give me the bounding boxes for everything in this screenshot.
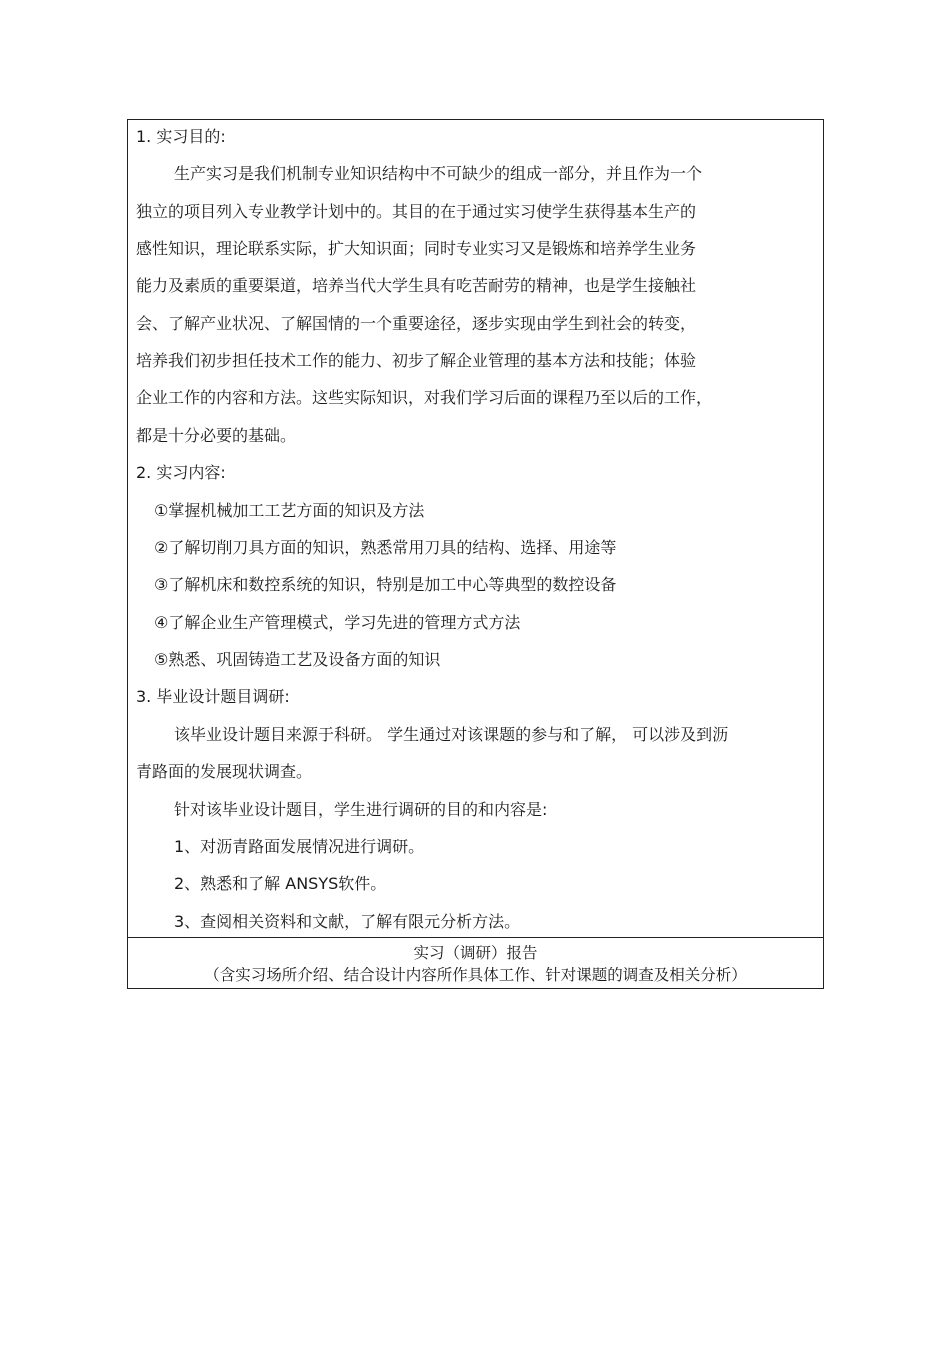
section1-line: 会、了解产业状况、了解国情的一个重要途径，逐步实现由学生到社会的转变， xyxy=(136,314,697,333)
section3-item: 2、熟悉和了解 ANSYS软件。 xyxy=(174,874,387,893)
section2-item: ⑤熟悉、巩固铸造工艺及设备方面的知识 xyxy=(154,650,441,669)
section1-line: 都是十分必要的基础。 xyxy=(136,426,297,445)
section2-item: ③了解机床和数控系统的知识，特别是加工中心等典型的数控设备 xyxy=(154,575,617,594)
section3-heading: 3. 毕业设计题目调研: xyxy=(136,687,290,706)
section3-para: 针对该毕业设计题目，学生进行调研的目的和内容是: xyxy=(174,800,548,819)
content-cell xyxy=(128,120,823,938)
section1-line: 感性知识，理论联系实际，扩大知识面；同时专业实习又是锻炼和培养学生业务 xyxy=(136,239,697,258)
report-title: 实习（调研）报告 xyxy=(413,944,538,962)
section1-line: 企业工作的内容和方法。这些实际知识，对我们学习后面的课程乃至以后的工作， xyxy=(136,388,713,407)
section3-item: 1、对沥青路面发展情况进行调研。 xyxy=(174,837,425,856)
section1-line: 能力及素质的重要渠道，培养当代大学生具有吃苦耐劳的精神，也是学生接触社 xyxy=(136,276,697,295)
section3-para-line: 青路面的发展现状调查。 xyxy=(136,762,313,781)
section3-para-line: 该毕业设计题目来源于科研。 学生通过对该课题的参与和了解， 可以涉及到沥 xyxy=(174,725,729,744)
report-subtitle: （含实习场所介绍、结合设计内容所作具体工作、针对课题的调查及相关分析） xyxy=(204,966,747,984)
section1-line: 生产实习是我们机制专业知识结构中不可缺少的组成一部分，并且作为一个 xyxy=(174,164,703,183)
section1-line: 培养我们初步担任技术工作的能力、初步了解企业管理的基本方法和技能；体验 xyxy=(136,351,697,370)
section2-item: ①掌握机械加工工艺方面的知识及方法 xyxy=(154,501,425,520)
section2-item: ④了解企业生产管理模式，学习先进的管理方式方法 xyxy=(154,613,521,632)
report-table xyxy=(127,119,824,989)
section1-heading: 1. 实习目的: xyxy=(136,127,226,146)
section1-line: 独立的项目列入专业教学计划中的。其目的在于通过实习使学生获得基本生产的 xyxy=(136,202,697,221)
section2-item: ②了解切削刀具方面的知识，熟悉常用刀具的结构、选择、用途等 xyxy=(154,538,617,557)
section2-heading: 2. 实习内容: xyxy=(136,463,226,482)
report-header-cell xyxy=(128,938,823,989)
section3-item: 3、查阅相关资料和文献，了解有限元分析方法。 xyxy=(174,912,521,931)
